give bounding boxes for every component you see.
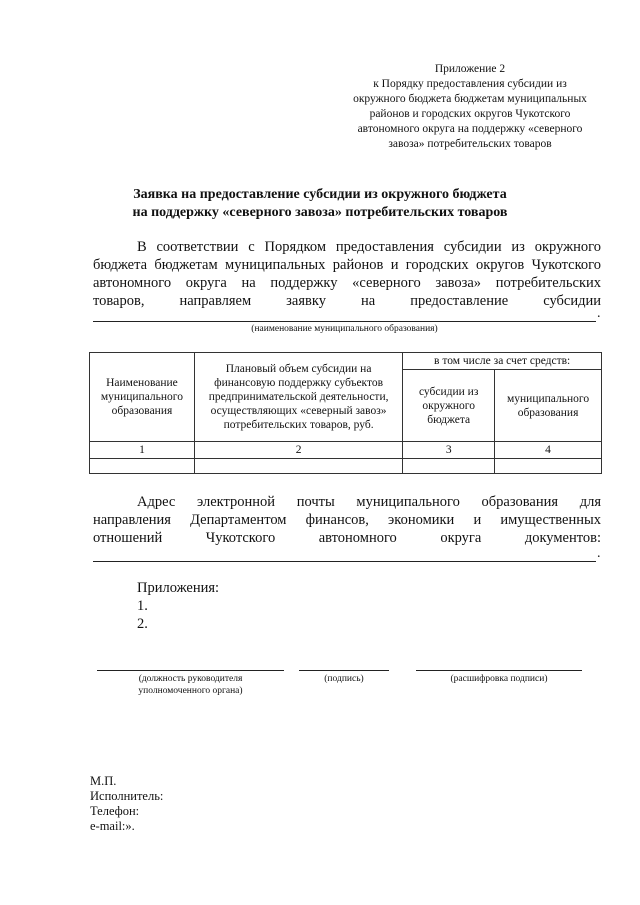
- intro-line: автономного округа на поддержку «северного завоза» потребительских: [93, 275, 601, 291]
- email-line: направления Департаментом финансов, экономики и имущественных: [93, 512, 601, 528]
- footer-block: [90, 774, 163, 834]
- subsidy-table: [89, 352, 602, 474]
- email-label: e-mail:».: [90, 819, 135, 833]
- header-funding-group: в том числе за счет средств:: [403, 353, 602, 370]
- stamp-label: М.П.: [90, 774, 117, 788]
- position-caption-line: уполномоченного органа): [138, 686, 243, 696]
- intro-end-dot: .: [597, 306, 601, 321]
- email-line: Адрес электронной почты муниципального образования для: [137, 494, 601, 510]
- header-municipality: Наименование муниципального образования: [90, 353, 195, 442]
- header-planned-volume: Плановый объем субсидии на финансовую поддержку субъектов предпринимательской деятельности, осуществляющих «северный завоз» потребительских товаров, руб.: [194, 353, 402, 442]
- signature-caption: (подпись): [324, 674, 364, 684]
- attachments-heading: Приложения:: [137, 580, 220, 596]
- table-cell[interactable]: [403, 459, 495, 474]
- intro-paragraph: [93, 238, 601, 310]
- intro-line: товаров, направляем заявку на предоставление субсидии: [93, 293, 601, 309]
- attachment-item-2: 2.: [137, 616, 148, 632]
- appendix-line: завоза» потребительских товаров: [388, 138, 552, 150]
- table-cell[interactable]: [194, 459, 402, 474]
- header-municipal-funds: муниципального образования: [495, 370, 602, 442]
- table-row: [90, 459, 602, 474]
- table-cell[interactable]: [495, 459, 602, 474]
- position-signature-line: [97, 670, 284, 671]
- email-end-dot: .: [597, 546, 601, 561]
- appendix-line: окружного бюджета бюджетам муниципальных: [353, 93, 587, 105]
- intro-line: бюджета бюджетам муниципальных районов и городских округов Чукотского: [93, 257, 601, 273]
- decoding-signature-line: [416, 670, 582, 671]
- column-number: 4: [495, 442, 602, 459]
- position-caption-line: (должность руководителя: [138, 674, 243, 684]
- title-line-2: на поддержку «северного завоза» потребительских товаров: [132, 205, 508, 220]
- appendix-header: [330, 62, 610, 152]
- column-number: 2: [194, 442, 402, 459]
- attachment-item-1: 1.: [137, 598, 148, 614]
- appendix-line: Приложение 2: [434, 63, 506, 75]
- column-number: 1: [90, 442, 195, 459]
- signature-line: [299, 670, 389, 671]
- document-title: [60, 186, 580, 222]
- header-district-budget: субсидии из окружного бюджета: [403, 370, 495, 442]
- position-caption: [97, 673, 284, 697]
- table-cell[interactable]: [90, 459, 195, 474]
- appendix-line: автономного округа на поддержку «северного: [357, 123, 583, 135]
- title-line-1: Заявка на предоставление субсидии из окружного бюджета: [133, 187, 507, 202]
- email-paragraph: [93, 493, 601, 547]
- column-number: 3: [403, 442, 495, 459]
- municipality-name-line: [93, 321, 596, 322]
- phone-label: Телефон:: [90, 804, 140, 818]
- executor-label: Исполнитель:: [90, 789, 164, 803]
- decoding-caption: (расшифровка подписи): [450, 674, 548, 684]
- appendix-line: районов и городских округов Чукотского: [369, 108, 571, 120]
- municipality-name-caption: (наименование муниципального образования): [251, 324, 438, 334]
- intro-line: В соответствии с Порядком предоставления субсидии из окружного: [137, 239, 601, 255]
- email-line: отношений Чукотского автономного округа документов:: [93, 530, 601, 546]
- appendix-line: к Порядку предоставления субсидии из: [373, 78, 567, 90]
- email-address-line: [93, 561, 596, 562]
